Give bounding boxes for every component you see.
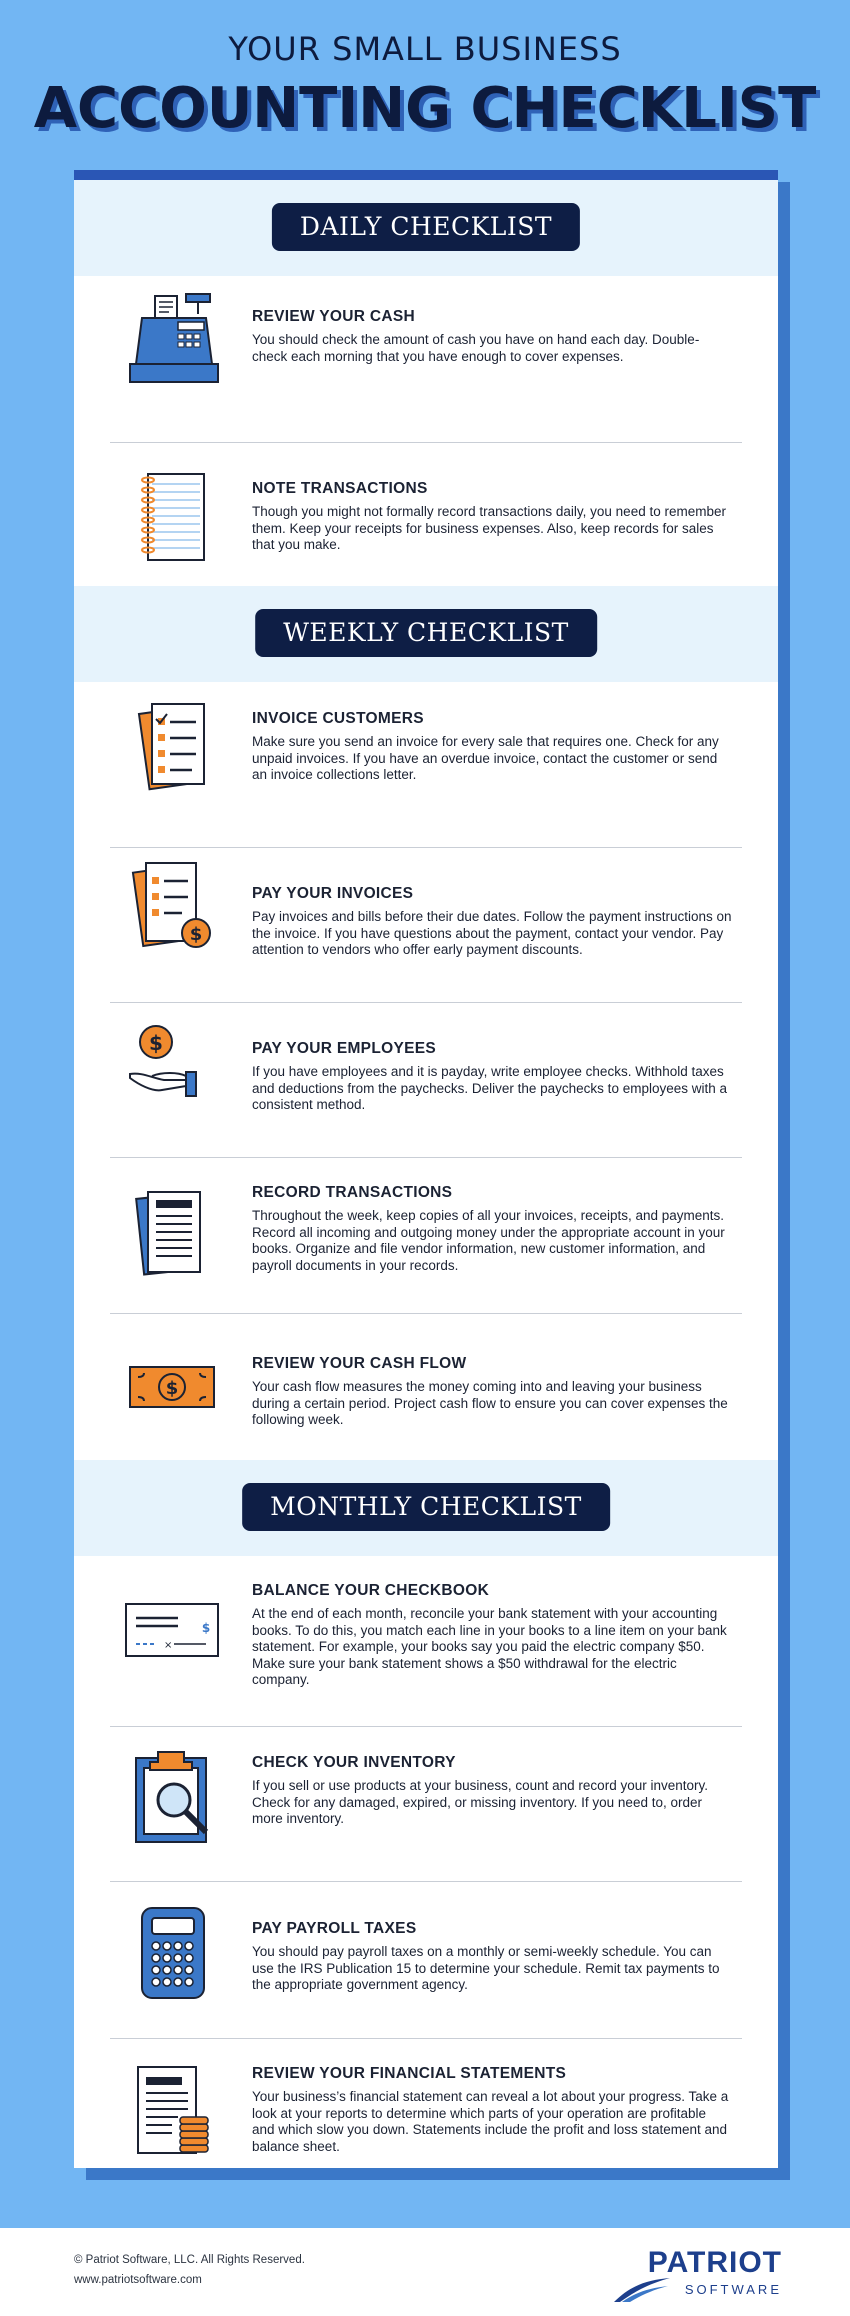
section-band-monthly (74, 1460, 778, 1556)
item-body: At the end of each month, reconcile your bank statement with your accounting books. To do this, you match each line in your books to a line item on your bank statement. For example, your books say you paid the electric company $50. Make sure your bank statement shows a $50 withdrawal for the electric company. (252, 1606, 727, 1687)
item-text (252, 1920, 732, 1994)
logo-sub: SOFTWARE (684, 2282, 782, 2297)
item-heading: RECORD TRANSACTIONS (252, 1184, 453, 1201)
check-icon (122, 1580, 222, 1680)
item-text (252, 1355, 732, 1429)
item-heading: BALANCE YOUR CHECKBOOK (252, 1582, 490, 1599)
svg-text:×: × (164, 1640, 173, 1651)
section-title-weekly: WEEKLY CHECKLIST (255, 609, 597, 657)
invoice-dollar-icon (122, 855, 222, 955)
item-heading: NOTE TRANSACTIONS (252, 480, 428, 497)
divider (110, 2038, 742, 2039)
swoosh-icon (612, 2276, 672, 2304)
website-link[interactable]: www.patriotsoftware.com (74, 2274, 202, 2286)
item-text (252, 1582, 732, 1689)
section-title-daily: DAILY CHECKLIST (272, 203, 580, 251)
invoice-checklist-icon (122, 696, 222, 796)
divider (110, 847, 742, 848)
item-body: Your cash flow measures the money coming into and leaving your business during a certain period. Project cash flow to ensure you can cover expenses the following week. (252, 1379, 728, 1427)
item-body: Pay invoices and bills before their due dates. Follow the payment instructions on the invoice. If you have questions about the payment, contact your vendor. Pay attention to vendors who offer early payment discounts. (252, 909, 732, 957)
calculator-icon (122, 1904, 222, 2004)
item-heading: REVIEW YOUR CASH (252, 308, 415, 325)
item-body: You should check the amount of cash you have on hand each day. Double-check each morning that you have enough to cover expenses. (252, 332, 700, 364)
header-title: ACCOUNTING CHECKLIST (33, 76, 817, 141)
item-text (252, 710, 732, 784)
item-text (252, 308, 732, 365)
svg-text:$: $ (149, 1031, 163, 1055)
item-body: You should pay payroll taxes on a monthly or semi-weekly schedule. You can use the IRS Publication 15 to determine your schedule. Remit tax payments to the appropriate government agency. (252, 1944, 720, 1992)
notepad-icon (122, 468, 222, 568)
divider (110, 1726, 742, 1727)
item-heading: CHECK YOUR INVENTORY (252, 1754, 456, 1771)
section-title-monthly: MONTHLY CHECKLIST (242, 1483, 610, 1531)
divider (110, 1881, 742, 1882)
checklist-card (74, 170, 778, 2168)
svg-text:$: $ (165, 1378, 179, 1399)
divider (110, 1313, 742, 1314)
item-body: If you have employees and it is payday, write employee checks. Withhold taxes and deductions from the paychecks. Deliver the paychecks to employees with a consistent method. (252, 1064, 727, 1112)
clipboard-magnifier-icon (122, 1746, 222, 1846)
item-body: Your business’s financial statement can reveal a lot about your progress. Take a look at your reports to determine which parts of your operation are profitable and which slow you down. Statements include the profit and loss statement and balance sheet. (252, 2089, 729, 2154)
header-subtitle: YOUR SMALL BUSINESS (228, 30, 622, 68)
divider (110, 1157, 742, 1158)
patriot-logo[interactable] (612, 2240, 782, 2306)
cash-register-icon (122, 288, 222, 388)
item-heading: INVOICE CUSTOMERS (252, 710, 424, 727)
section-band-daily (74, 180, 778, 276)
footer (0, 2228, 850, 2316)
item-heading: PAY YOUR EMPLOYEES (252, 1040, 436, 1057)
item-heading: PAY PAYROLL TAXES (252, 1920, 417, 1937)
svg-text:$: $ (201, 1621, 211, 1635)
item-text (252, 480, 732, 554)
item-text (252, 2065, 732, 2155)
item-heading: REVIEW YOUR FINANCIAL STATEMENTS (252, 2065, 567, 2082)
svg-text:$: $ (189, 924, 203, 945)
logo-brand: PATRIOT (647, 2246, 782, 2279)
header (0, 0, 850, 165)
item-body: Though you might not formally record transactions daily, you need to remember them. Keep your receipts for business expenses. Also, keep records for sales that you make. (252, 504, 726, 552)
item-body: Make sure you send an invoice for every sale that requires one. Check for any unpaid invoices. If you have an overdue invoice, contact the customer or send an invoice collections letter. (252, 734, 719, 782)
statement-coins-icon (122, 2061, 222, 2161)
hand-coin-icon (122, 1014, 222, 1114)
item-heading: PAY YOUR INVOICES (252, 885, 414, 902)
divider (110, 442, 742, 443)
copyright-text: © Patriot Software, LLC. All Rights Reserved. (74, 2254, 305, 2266)
item-text (252, 1754, 732, 1828)
section-band-weekly (74, 586, 778, 682)
divider (110, 1002, 742, 1003)
item-text (252, 1040, 732, 1114)
item-body: If you sell or use products at your business, count and record your inventory. Check for any damaged, expired, or missing inventory. If you need to, order more inventory. (252, 1778, 708, 1826)
item-body: Throughout the week, keep copies of all your invoices, receipts, and payments. Record all incoming and outgoing money under the appropriate account in your books. Organize and file vendor information, new customer information, and payroll documents in your records. (252, 1208, 725, 1273)
banknote-icon (122, 1333, 222, 1433)
item-heading: REVIEW YOUR CASH FLOW (252, 1355, 467, 1372)
documents-icon (122, 1184, 222, 1284)
item-text (252, 885, 732, 959)
item-text (252, 1184, 732, 1274)
